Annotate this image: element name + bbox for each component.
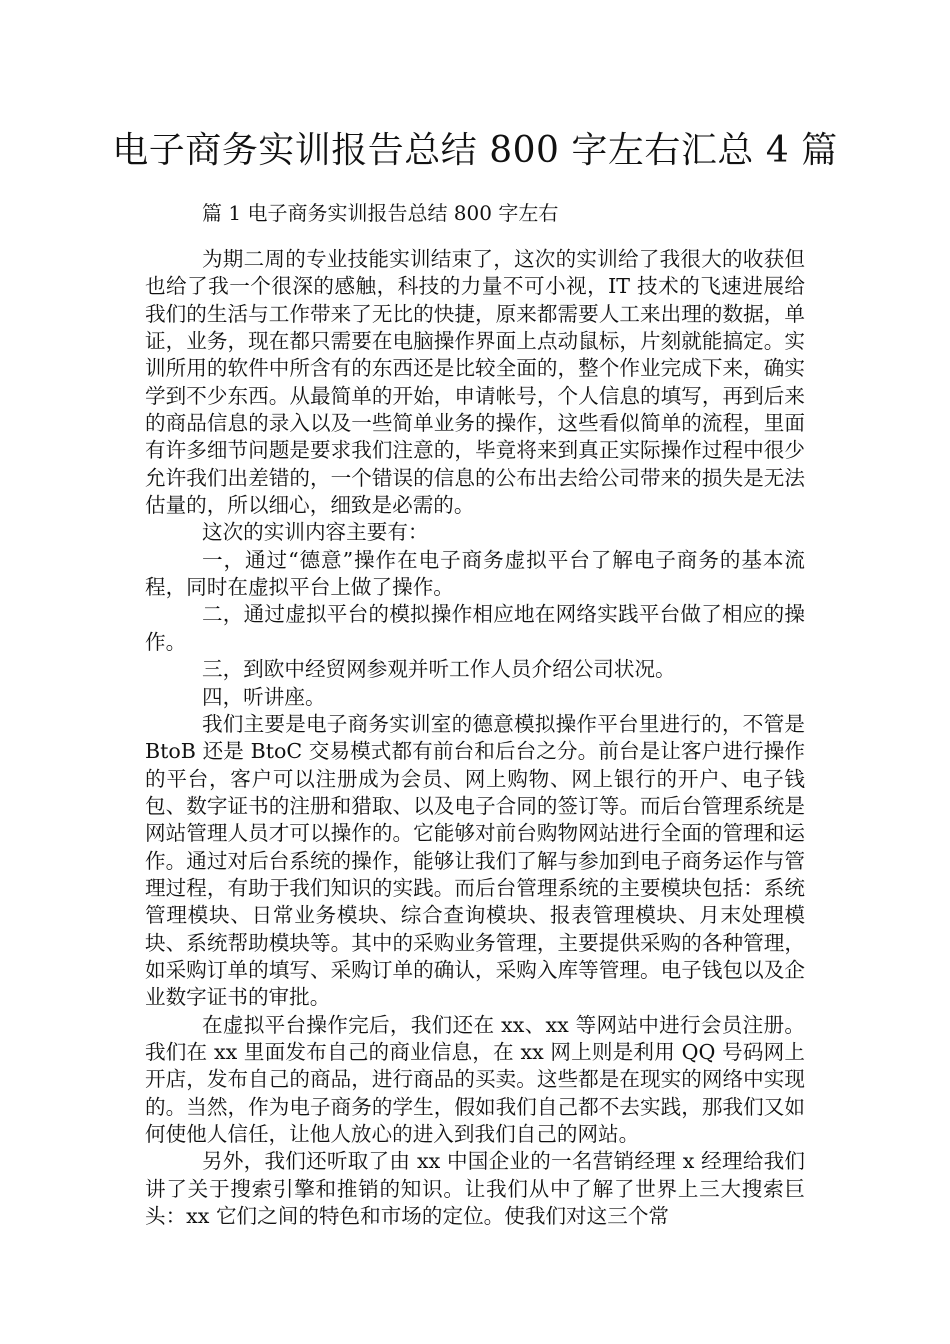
paragraph: 另外，我们还听取了由 xx 中国企业的一名营销经理 x 经理给我们讲了关于搜索引擎和推销的知识。让我们从中了解了世界上三大搜索巨头：xx 它们之间的特色和市场的定位。使我们对这三个常 <box>145 1149 805 1229</box>
paragraph: 一，通过“德意”操作在电子商务虚拟平台了解电子商务的基本流程，同时在虚拟平台上做了操作。 <box>145 547 805 600</box>
document-body <box>145 246 805 1230</box>
section-heading: 篇 1 电子商务实训报告总结 800 字左右 <box>202 201 559 225</box>
paragraph: 三，到欧中经贸网参观并听工作人员介绍公司状况。 <box>202 657 676 682</box>
paragraph: 这次的实训内容主要有： <box>202 520 429 545</box>
paragraph: 在虚拟平台操作完后，我们还在 xx、xx 等网站中进行会员注册。我们在 xx 里面发布自己的商业信息，在 xx 网上则是利用 QQ 号码网上开店，发布自己的商品，进行商品的买卖。这些都是在现实的网络中实现的。当然，作为电子商务的学生，假如我们自己都不去实践，那我们又如何使他人信任，让他人放心的进入到我们自己的网站。 <box>145 1012 805 1146</box>
paragraph: 二，通过虚拟平台的模拟操作相应地在网络实践平台做了相应的操作。 <box>145 602 805 654</box>
paragraph: 四，听讲座。 <box>202 684 326 709</box>
document-title: 电子商务实训报告总结 800 字左右汇总 4 篇 <box>112 130 838 171</box>
paragraph: 我们主要是电子商务实训室的德意模拟操作平台里进行的，不管是 BtoB 还是 BtoC 交易模式都有前台和后台之分。前台是让客户进行操作的平台，客户可以注册成为会员、网上购物、网上银行的开户、电子钱包、数字证书的注册和猎取、以及电子合同的签订等。而后台管理系统是网站管理人员才可以操作的。它能够对前台购物网站进行全面的管理和运作。通过对后台系统的操作，能够让我们了解与参加到电子商务运作与管理过程，有助于我们知识的实践。而后台管理系统的主要模块包括：系统管理模块、日常业务模块、综合查询模块、报表管理模块、月末处理模块、系统帮助模块等。其中的采购业务管理，主要提供采购的各种管理，如采购订单的填写、采购订单的确认，采购入库等管理。电子钱包以及企业数字证书的审批。 <box>145 711 805 1010</box>
paragraph: 为期二周的专业技能实训结束了，这次的实训给了我很大的收获但也给了我一个很深的感触，科技的力量不可小视，IT 技术的飞速进展给我们的生活与工作带来了无比的快捷，原来都需要人工来出理的数据，单证，业务，现在都只需要在电脑操作界面上点动鼠标，片刻就能搞定。实训所用的软件中所含有的东西还是比较全面的，整个作业完成下来，确实学到不少东西。从最简单的开始，申请帐号，个人信息的填写，再到后来的商品信息的录入以及一些简单业务的操作，这些看似简单的流程，里面有许多细节问题是要求我们注意的，毕竟将来到真正实际操作过程中很少允许我们出差错的，一个错误的信息的公布出去给公司带来的损失是无法估量的，所以细心，细致是必需的。 <box>145 247 805 518</box>
